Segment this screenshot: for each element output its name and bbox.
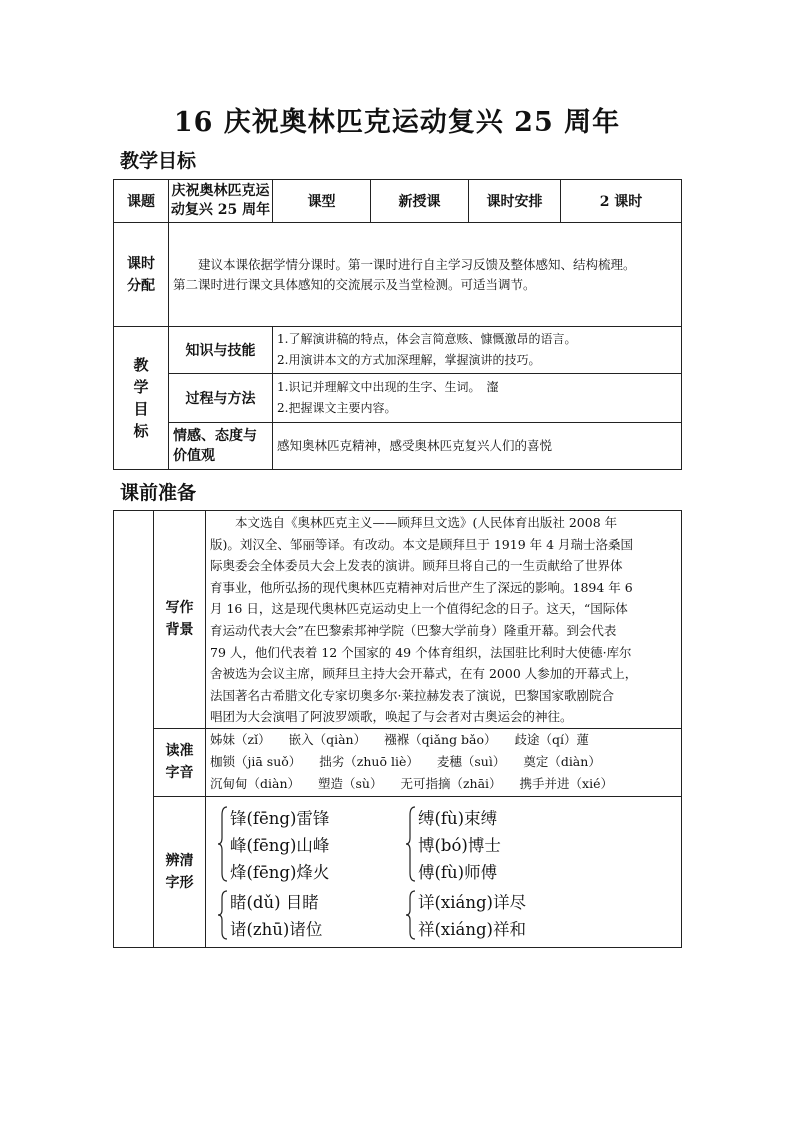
teaching-goals-table bbox=[113, 179, 682, 470]
pron-word: 枷锁（jiā suǒ） bbox=[210, 754, 302, 770]
bg-line-2: 版)。刘汉全、邹丽等译。有改动。本文是顾拜旦于 1919 年 4 月瑞士洛桑国 bbox=[210, 536, 634, 552]
brace-icon bbox=[406, 805, 416, 883]
glyph-word: 峰(fēng)山峰 bbox=[230, 835, 330, 855]
glyph-word: 傅(fù)师傅 bbox=[418, 862, 498, 882]
process-item-1 bbox=[277, 377, 681, 398]
knowledge-item-2: 2.用演讲本文的方式加深理解，掌握演讲的技巧。 bbox=[277, 353, 541, 367]
brace-icon bbox=[406, 889, 416, 941]
goals-label bbox=[114, 327, 169, 470]
emotion-label-1: 情感、态度与 bbox=[173, 428, 257, 444]
glyph-groups bbox=[206, 796, 682, 947]
glyph-word: 烽(fēng)烽火 bbox=[230, 862, 330, 882]
pron-row-1 bbox=[206, 729, 681, 751]
bg-line-5: 月 16 日，这是现代奥林匹克运动史上一个值得纪念的日子。这天，“国际体 bbox=[210, 601, 628, 617]
alloc-line-1: 建议本课依据学情分课时。第一课时进行自主学习反馈及整体感知、结构梳理。 bbox=[198, 256, 636, 272]
glyph-group-2-lines bbox=[418, 805, 501, 886]
emotion-label bbox=[169, 423, 273, 470]
glyph-word: 博(bó)博士 bbox=[418, 835, 501, 855]
knowledge-item-1: 1.了解演讲稿的特点，体会言简意赅、慷慨激昂的语言。 bbox=[277, 332, 577, 346]
glyph-word: 诸(zhū)诸位 bbox=[230, 919, 323, 939]
bg-line-4: 育事业，他所弘扬的现代奥林匹克精神对后世产生了深远的影响。1894 年 6 bbox=[210, 579, 633, 595]
header-schedule: 课时安排 bbox=[469, 180, 561, 223]
pron-word: 塑造（sù） bbox=[318, 776, 383, 792]
pron-word: 嵌入（qiàn） bbox=[288, 732, 367, 748]
topic-line-1: 庆祝奥林匹克运 bbox=[171, 183, 270, 199]
type-value: 新授课 bbox=[371, 180, 469, 223]
process-item-2: 2.把握课文主要内容。 bbox=[277, 401, 397, 415]
emotion-item: 感知奥林匹克精神，感受奥林匹克复兴人们的喜悦 bbox=[273, 423, 682, 470]
pron-word: 襁褓（qiǎng bǎo） bbox=[384, 732, 497, 748]
knowledge-items bbox=[273, 327, 682, 374]
alloc-label-2: 分配 bbox=[127, 277, 155, 294]
section-heading-teaching-goals: 教学目标 bbox=[120, 150, 197, 172]
glyph-word: 祥(xiáng)祥和 bbox=[418, 919, 526, 939]
pronunciation-label bbox=[154, 728, 206, 796]
knowledge-label: 知识与技能 bbox=[169, 327, 273, 374]
background-paragraph bbox=[206, 511, 681, 728]
pron-word: 姊妹（zǐ） bbox=[210, 732, 271, 748]
background-text bbox=[206, 511, 682, 729]
allocation-text bbox=[169, 223, 682, 327]
goals-char-4: 标 bbox=[133, 422, 149, 440]
preparation-empty-column bbox=[114, 511, 154, 948]
process-label: 过程与方法 bbox=[169, 374, 273, 423]
header-topic: 课题 bbox=[114, 180, 169, 223]
process-item-1-extra: 瀣 bbox=[486, 380, 499, 394]
bg-line-9: 法国著名古希腊文化专家切奥多尔·莱拉赫发表了演说，巴黎国家歌剧院合 bbox=[210, 687, 614, 703]
pron-row-3 bbox=[206, 773, 681, 795]
glyph-label-1: 辨清 bbox=[165, 852, 194, 869]
pronunciation-list bbox=[206, 728, 682, 796]
preparation-table bbox=[113, 510, 682, 948]
header-type: 课型 bbox=[273, 180, 371, 223]
bg-line-8: 舍被选为会议主席，顾拜旦主持大会开幕式，在有 2000 人参加的开幕式上， bbox=[210, 666, 638, 682]
pron-word: 无可指摘（zhāi） bbox=[400, 776, 502, 792]
topic-line-2: 动复兴 25 周年 bbox=[170, 202, 271, 218]
bg-line-1: 本文选自《奥林匹克主义——顾拜旦文选》(人民体育出版社 2008 年 bbox=[235, 515, 618, 530]
alloc-label-1: 课时 bbox=[127, 255, 155, 272]
pronunciation-label-2: 字音 bbox=[165, 765, 194, 782]
bg-line-7: 79 人，他们代表着 12 个国家的 49 个体育组织，法国驻比利时大使德·库尔 bbox=[210, 644, 632, 660]
glyph-word: 锋(fēng)雷锋 bbox=[230, 808, 330, 828]
glyph-label-2: 字形 bbox=[165, 874, 194, 891]
glyph-group-1-lines bbox=[230, 805, 329, 886]
bg-line-3: 际奥委会全体委员大会上发表的演讲。顾拜旦将自己的一生贡献给了世界体 bbox=[210, 558, 623, 574]
bg-line-6: 育运动代表大会”在巴黎索邦神学院（巴黎大学前身）隆重开幕。到会代表 bbox=[210, 622, 617, 638]
pron-word: 麦穗（suì） bbox=[436, 754, 506, 770]
emotion-label-2: 价值观 bbox=[173, 448, 215, 464]
background-label-2: 背景 bbox=[165, 622, 194, 639]
brace-icon bbox=[218, 805, 228, 883]
bg-line-10: 唱团为大会演唱了阿波罗颂歌，唤起了与会者对古奥运会的神往。 bbox=[210, 709, 573, 725]
glyph-group-4-lines bbox=[418, 889, 526, 943]
goals-char-3: 目 bbox=[133, 400, 149, 418]
pron-word: 沉甸甸（diàn） bbox=[210, 776, 301, 792]
pron-row-2 bbox=[206, 751, 681, 773]
topic-value bbox=[169, 180, 273, 223]
brace-icon bbox=[218, 889, 228, 941]
alloc-line-2: 第二课时进行课文具体感知的交流展示及当堂检测。可适当调节。 bbox=[173, 276, 536, 292]
header-allocation bbox=[114, 223, 169, 327]
process-items bbox=[273, 374, 682, 423]
schedule-value: 2 课时 bbox=[561, 180, 682, 223]
background-label bbox=[154, 511, 206, 729]
pronunciation-label-1: 读准 bbox=[165, 743, 194, 760]
pron-word: 拙劣（zhuō liè） bbox=[319, 754, 419, 770]
goals-char-2: 学 bbox=[133, 378, 149, 396]
goals-char-1: 教 bbox=[133, 356, 149, 374]
glyph-label bbox=[154, 796, 206, 947]
pron-word: 奠定（diàn） bbox=[523, 754, 601, 770]
pron-word: 歧途（qí）蓮 bbox=[514, 732, 590, 748]
glyph-word: 睹(dǔ) 目睹 bbox=[230, 892, 319, 912]
process-item-1-text: 1.识记并理解文中出现的生字、生词。 bbox=[277, 380, 481, 394]
pron-word: 携手并进（xié） bbox=[519, 776, 613, 792]
page-title: 16 庆祝奥林匹克运动复兴 25 周年 bbox=[173, 107, 621, 138]
glyph-word: 详(xiáng)详尽 bbox=[418, 892, 526, 912]
background-label-1: 写作 bbox=[165, 600, 194, 617]
glyph-group-3-lines bbox=[230, 889, 322, 943]
glyph-word: 缚(fù)束缚 bbox=[418, 808, 498, 828]
section-heading-preparation: 课前准备 bbox=[120, 482, 197, 504]
